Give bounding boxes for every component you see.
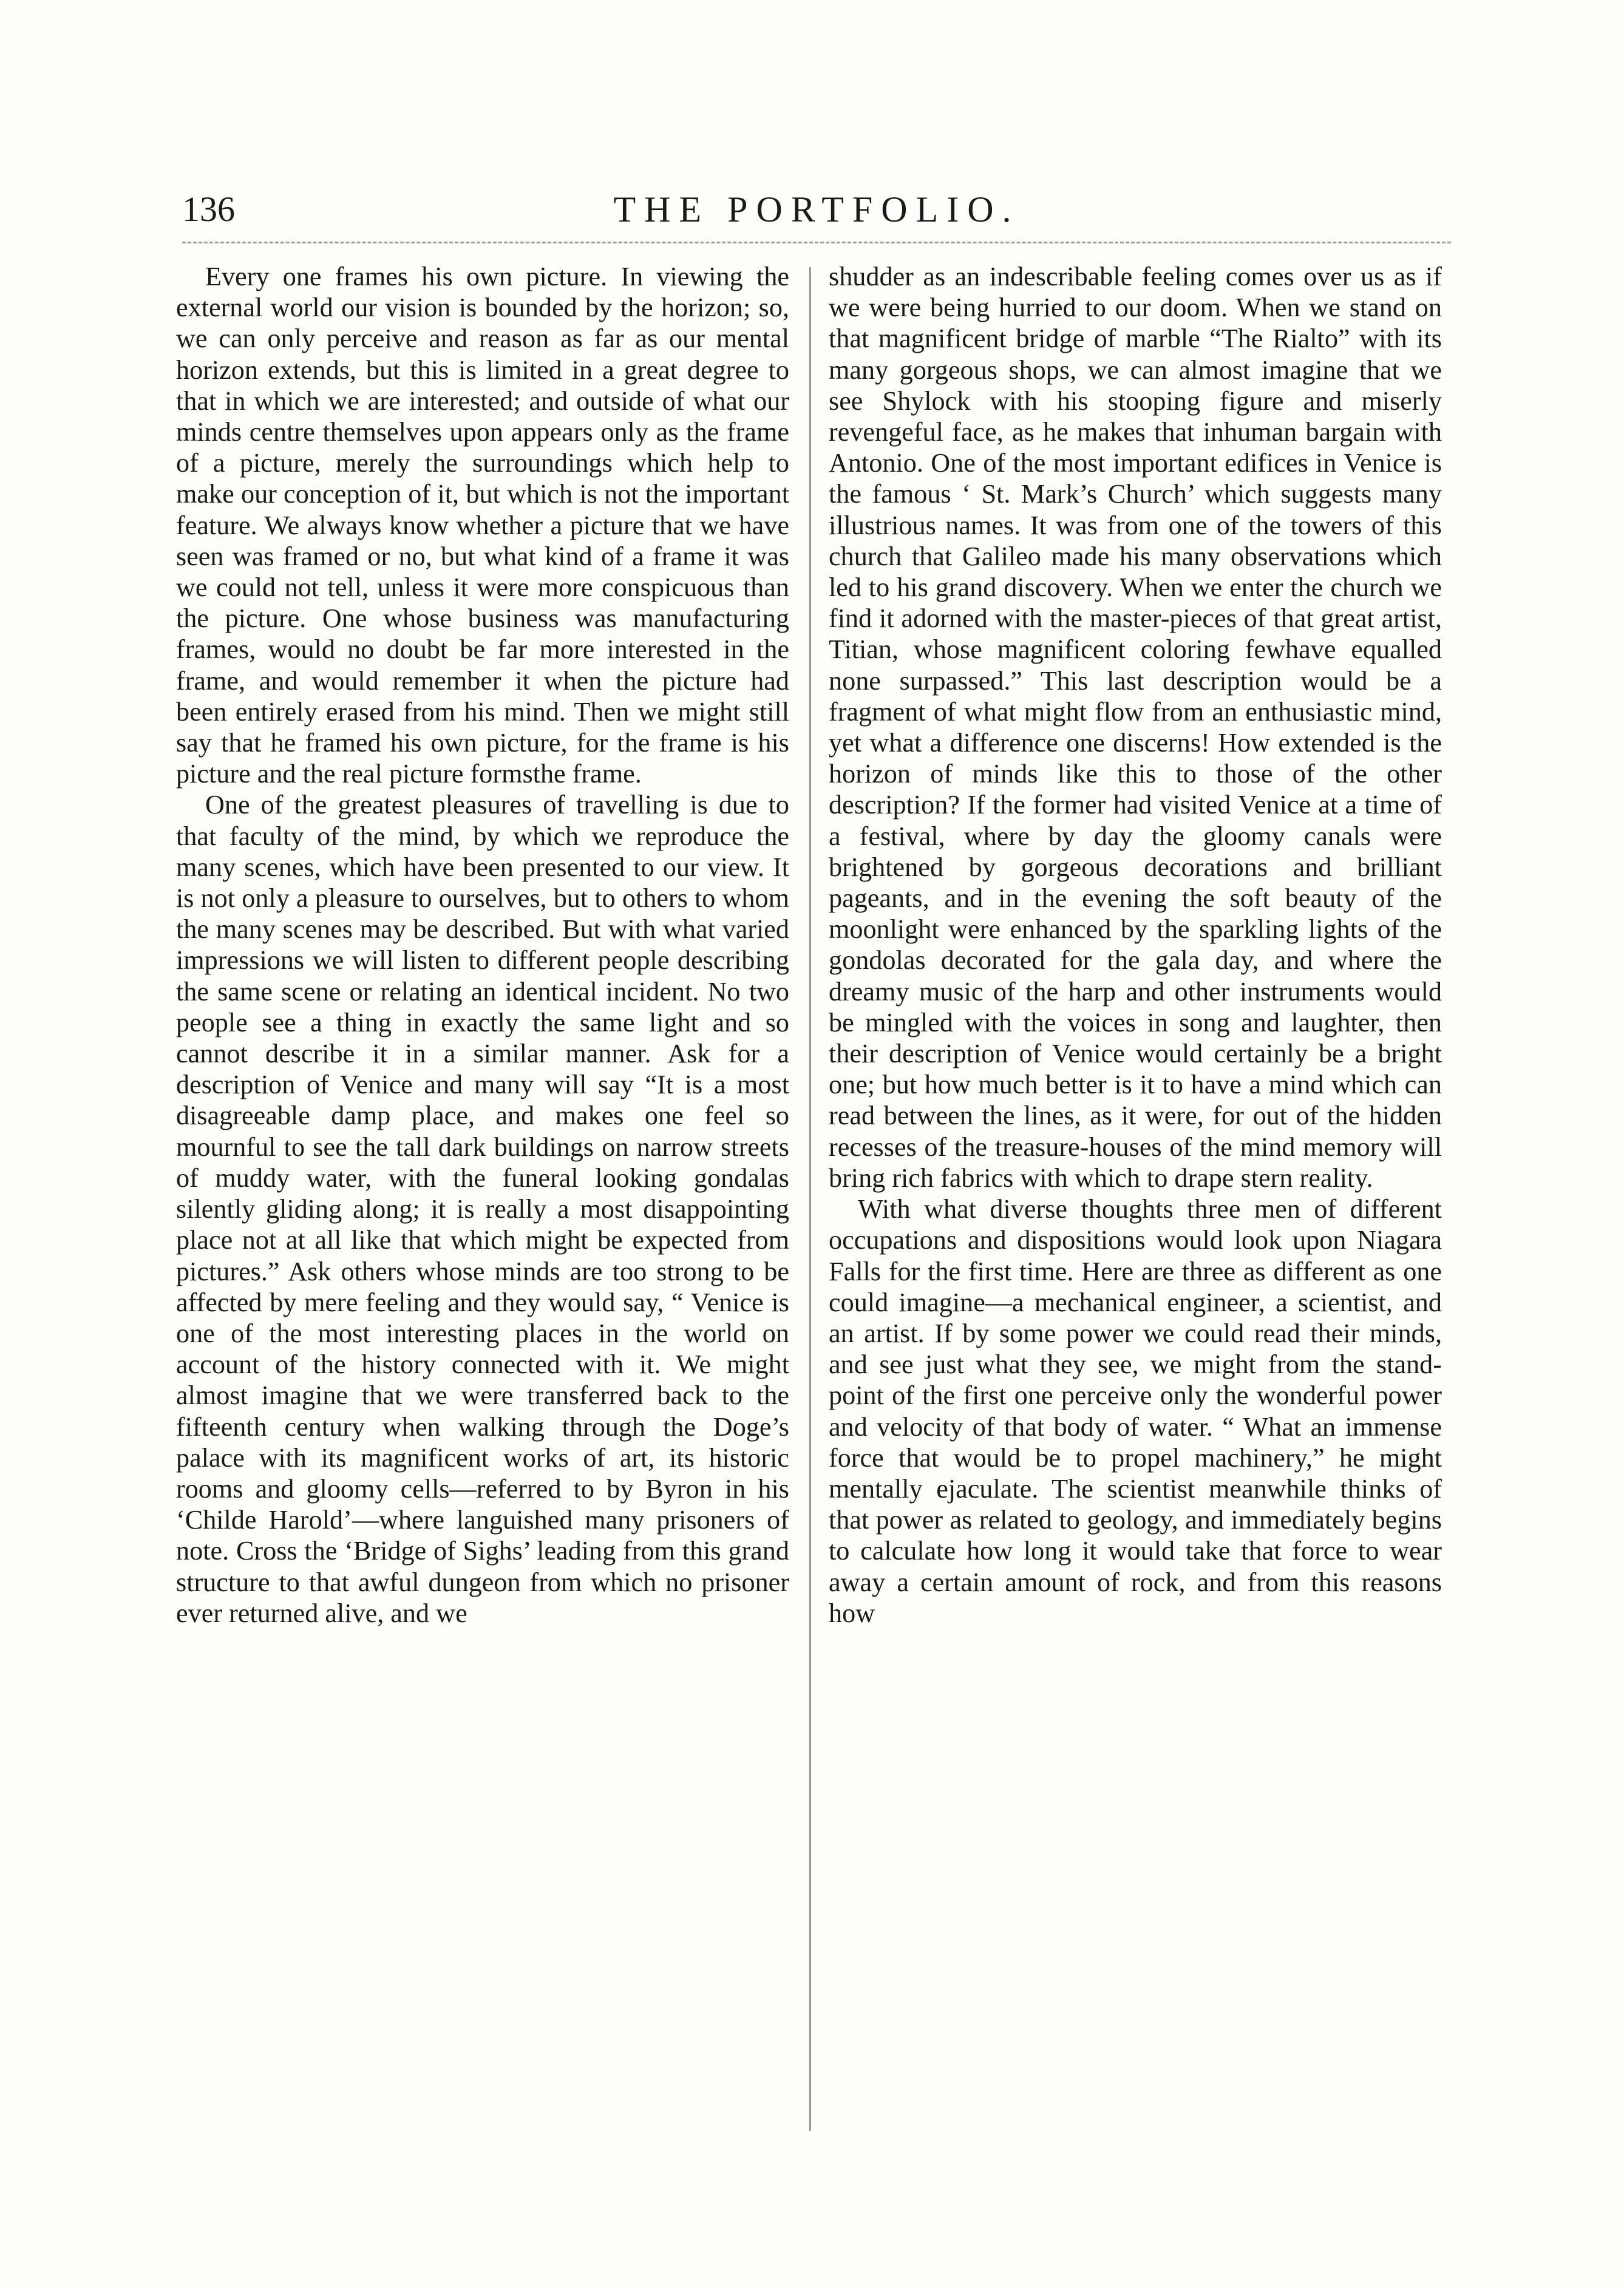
running-title: THE PORTFOLIO. — [613, 189, 1020, 229]
paragraph: With what diverse thoughts three men of different occupations and dispositions would look upon Niagara Falls for the first time. Here are three as different as one could imagine—a mechanical engineer, a scientist, and an artist. If by some power we could read their minds, and see just what they see, we might from the stand-point of the first one perceive only the wonderful power and velocity of that body of water. “ What an immense force that would be to propel machinery,” he might mentally ejaculate. The scientist meanwhile thinks of that power as related to geology, and immediately begins to calculate how long it would take that force to wear away a certain amount of rock, and from this reasons how — [829, 1194, 1442, 1628]
right-column — [829, 261, 1442, 1629]
column-divider — [809, 267, 811, 2131]
paragraph: shudder as an indescribable feeling comes over us as if we were being hurried to our doom. When we stand on that magnificent bridge of marble “The Rialto” with its many gorgeous shops, we can almost imagine that we see Shylock with his stooping figure and miserly revengeful face, as he makes that inhuman bargain with Antonio. One of the most important edifices in Venice is the famous ‘ St. Mark’s Church’ which suggests many illustrious names. It was from one of the towers of this church that Galileo made his many observations which led to his grand discovery. When we enter the church we find it adorned with the master-pieces of that great artist, Titian, whose magnificent coloring fewhave equalled none surpassed.” This last description would be a fragment of what might flow from an enthusiastic mind, yet what a difference one discerns! How extended is the horizon of minds like this to those of the other description? If the former had visited Venice at a time of a festival, where by day the gloomy canals were brightened by gorgeous decorations and brilliant pageants, and in the evening the soft beauty of the moonlight were enhanced by the sparkling lights of the gondolas decorated for the gala day, and where the dreamy music of the harp and other instruments would be mingled with the voices in song and laughter, then their description of Venice would certainly be a bright one; but how much better is it to have a mind which can read between the lines, as it were, for out of the hidden recesses of the treasure-houses of the mind memory will bring rich fabrics with which to drape stern reality. — [829, 262, 1442, 1193]
page-header — [182, 185, 1451, 240]
paragraph: Every one frames his own picture. In viewing the external world our vision is bounded by the horizon; so, we can only perceive and reason as far as our mental horizon extends, but this is limited in a great degree to that in which we are interested; and outside of what our minds centre themselves upon appears only as the frame of a picture, merely the surroundings which help to make our conception of it, but which is not the important feature. We always know whether a picture that we have seen was framed or no, but what kind of a frame it was we could not tell, unless it were more conspicuous than the picture. One whose business was manufacturing frames, would no doubt be far more interested in the frame, and would remember it when the picture had been entirely erased from his mind. Then we might still say that he framed his own picture, for the frame is his picture and the real picture formsthe frame. — [176, 262, 789, 789]
left-column — [176, 261, 789, 1629]
header-rule — [182, 242, 1451, 243]
page-number: 136 — [182, 189, 235, 229]
paragraph: One of the greatest pleasures of travelling is due to that faculty of the mind, by which we reproduce the many scenes, which have been presented to our view. It is not only a pleasure to ourselves, but to others to whom the many scenes may be described. But with what varied impressions we will listen to different people describing the same scene or relating an identical incident. No two people see a thing in exactly the same light and so cannot describe it in a similar manner. Ask for a description of Venice and many will say “It is a most disagreeable damp place, and makes one feel so mournful to see the tall dark buildings on narrow streets of muddy water, with the funeral looking gondalas silently gliding along; it is really a most disappointing place not at all like that which might be expected from pictures.” Ask others whose minds are too strong to be affected by mere feeling and they would say, “ Venice is one of the most interesting places in the world on account of the history connected with it. We might almost imagine that we were transferred back to the fifteenth century when walking through the Doge’s palace with its magnificent works of art, its historic rooms and gloomy cells—referred to by Byron in his ‘Childe Harold’—where languished many prisoners of note. Cross the ‘Bridge of Sighs’ leading from this grand structure to that awful dungeon from which no prisoner ever returned alive, and we — [176, 790, 789, 1628]
